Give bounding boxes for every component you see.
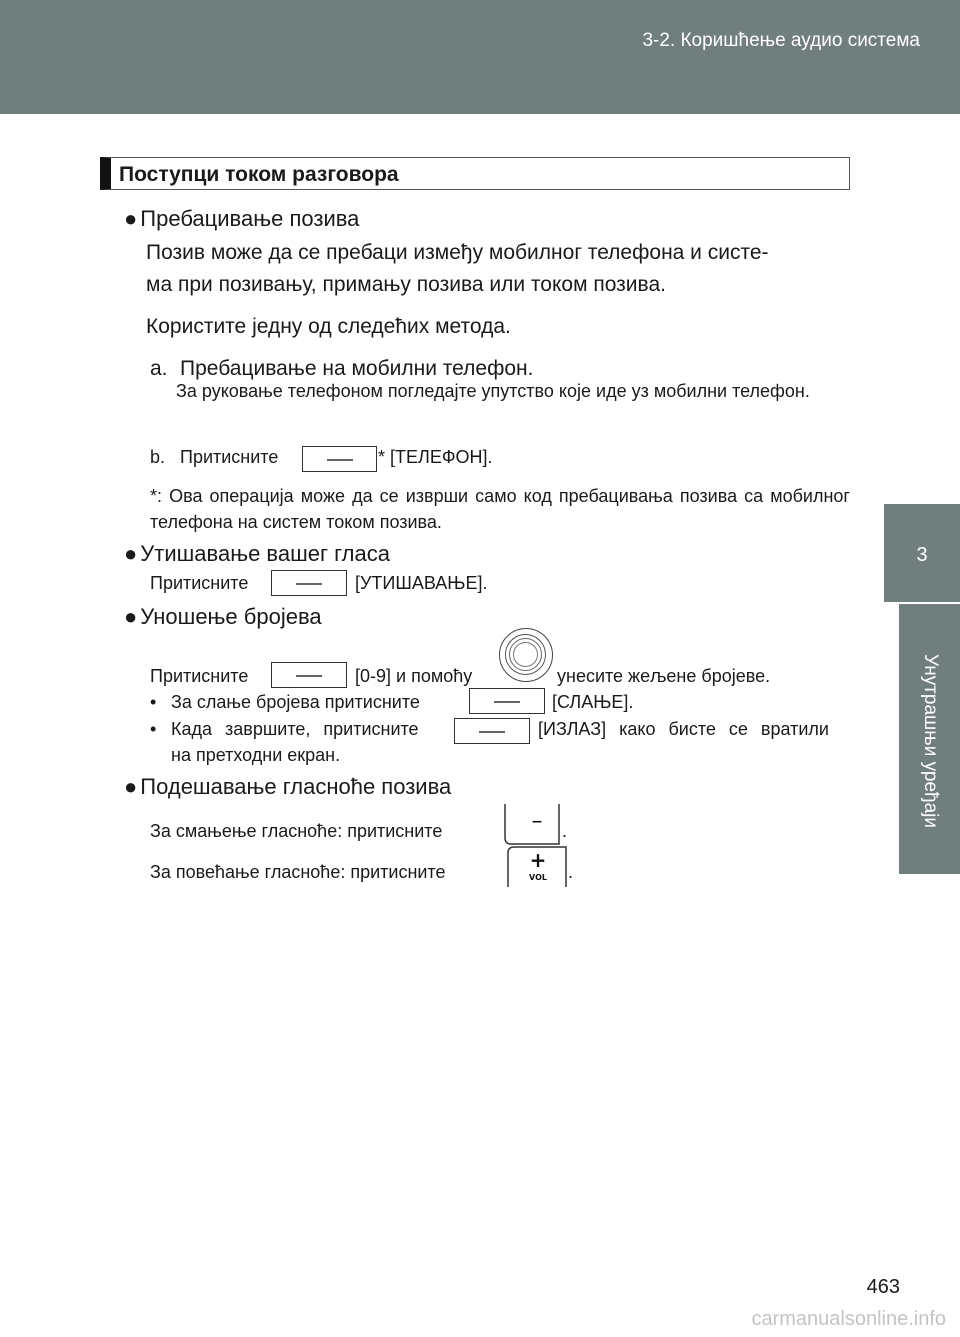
volume-up-end: . (568, 862, 574, 882)
vol-label: VOL (529, 873, 547, 882)
phone-button[interactable] (302, 446, 377, 472)
transfer-body-line1: Позив може да се пребаци између мобилног телефона и систе- (146, 241, 769, 264)
digits-button[interactable] (271, 662, 347, 688)
send-button[interactable] (469, 688, 545, 714)
bullet-dot: ● (124, 774, 138, 799)
header-title: 3-2. Коришћење аудио система (642, 30, 920, 51)
numbers-l2-pre: За слање бројева притисните (171, 692, 420, 712)
transfer-heading-text: Пребацивање позива (140, 206, 360, 231)
transfer-body-line2: ма при позивању, примању позива или током позива. (146, 273, 666, 296)
volume-up-text: За повећање гласноће: притисните (150, 862, 446, 882)
volume-down-button[interactable] (503, 802, 561, 846)
bullet: • (150, 692, 157, 712)
section-header (100, 157, 850, 190)
tune-knob-icon[interactable] (499, 628, 553, 682)
button-bar (494, 701, 520, 703)
numbers-l3-cont: на претходни екран. (171, 745, 341, 765)
method-a-label: a. (150, 357, 168, 380)
method-a-note: За руковање телефоном погледајте упутство које иде уз мобилни телефон. (176, 381, 810, 401)
knob-ring (513, 642, 538, 667)
mute-button[interactable] (271, 570, 347, 596)
chapter-number: 3 (916, 544, 928, 566)
exit-button[interactable] (454, 718, 530, 744)
footnote: *: Ова операција може да се изврши само код пребацивања позива са мобилног телефона на систем током позива. (150, 486, 850, 532)
numbers-heading-text: Уношење бројева (140, 604, 322, 629)
section-title: Поступци током разговора (119, 163, 399, 186)
numbers-l1-post: унесите жељене бројеве. (557, 666, 771, 686)
volume-down-end: . (562, 821, 568, 841)
volume-down-text: За смањење гласноће: притисните (150, 821, 443, 841)
bullet-dot: ● (124, 206, 138, 231)
volume-heading (124, 774, 451, 800)
volume-up-button[interactable] (506, 845, 568, 889)
button-bar (479, 731, 505, 733)
numbers-l1-pre: Притисните (150, 666, 249, 686)
numbers-heading (124, 604, 322, 630)
button-bar (327, 459, 353, 461)
mute-pre: Притисните (150, 573, 249, 593)
volume-heading-text: Подешавање гласноће позива (140, 774, 452, 799)
bullet: • (150, 719, 157, 739)
page-header (0, 0, 960, 114)
method-a-text: Пребацивање на мобилни телефон. (180, 357, 534, 380)
chapter-label: Унутрашњи уређаји (920, 653, 941, 828)
method-b-pre: Притисните (180, 447, 279, 467)
numbers-l2-post: [СЛАЊЕ]. (552, 692, 634, 712)
numbers-l1-mid: [0-9] и помоћу (355, 666, 473, 686)
minus-icon: – (531, 809, 543, 834)
button-bar (296, 583, 322, 585)
transfer-heading (124, 206, 359, 232)
button-bar (296, 675, 322, 677)
bullet-dot: ● (124, 604, 138, 629)
watermark: carmanualsonline.info (751, 1308, 946, 1330)
chapter-tab (884, 504, 960, 602)
transfer-methods-intro: Користите једну од следећих метода. (146, 315, 511, 338)
mute-post: [УТИШАВАЊЕ]. (355, 573, 488, 593)
plus-icon: + (529, 848, 547, 872)
page-number: 463 (866, 1276, 900, 1298)
numbers-l3-post: [ИЗЛАЗ] како бисте се вратили (538, 719, 829, 739)
bullet-dot: ● (124, 541, 138, 566)
method-b-post: * [ТЕЛЕФОН]. (378, 447, 493, 467)
numbers-l3-pre: Када завршите, притисните (171, 719, 419, 739)
mute-heading (124, 541, 390, 567)
method-b-label: b. (150, 447, 166, 467)
mute-heading-text: Утишавање вашег гласа (140, 541, 390, 566)
